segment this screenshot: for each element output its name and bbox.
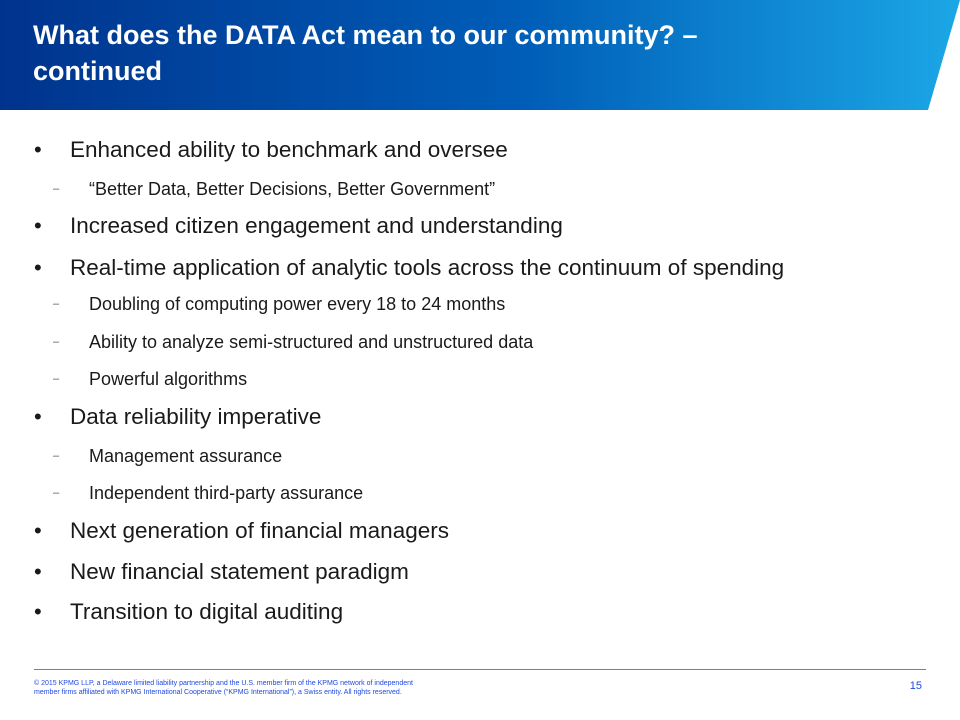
bullet-dot-icon: •	[34, 404, 42, 429]
dash-icon: –	[53, 373, 60, 385]
bullet-text: Real-time application of analytic tools across the continuum of spending	[70, 255, 785, 280]
dash-icon: –	[53, 298, 60, 310]
dash-icon: –	[53, 336, 60, 348]
sub-bullet-text: Management assurance	[89, 446, 283, 466]
dash-icon: –	[53, 450, 60, 462]
sub-bullet-text: Ability to analyze semi-structured and unstructured data	[89, 332, 534, 352]
sub-bullet-text: Doubling of computing power every 18 to 24 months	[89, 294, 506, 314]
bullet-text: Enhanced ability to benchmark and oversee	[70, 137, 508, 162]
bullet-dot-icon: •	[34, 213, 42, 238]
sub-bullet-text: “Better Data, Better Decisions, Better Government”	[89, 179, 496, 199]
slide-title-line-1: What does the DATA Act mean to our community? –	[33, 20, 698, 50]
page-number: 15	[909, 680, 922, 692]
dash-icon: –	[53, 183, 60, 195]
bullet-dot-icon: •	[34, 255, 42, 280]
bullet-dot-icon: •	[34, 518, 42, 543]
sub-bullet-text: Independent third-party assurance	[89, 483, 364, 503]
sub-bullet-text: Powerful algorithms	[89, 369, 248, 389]
bullet-dot-icon: •	[34, 137, 42, 162]
footer-copyright	[34, 679, 554, 697]
footer-divider	[34, 669, 926, 670]
footer-copyright-line-1: © 2015 KPMG LLP, a Delaware limited liability partnership and the U.S. member firm of the KPMG network of independent	[34, 680, 413, 687]
bullet-dot-icon: •	[34, 599, 42, 624]
bullet-dot-icon: •	[34, 559, 42, 584]
dash-icon: –	[53, 487, 60, 499]
bullet-text: Data reliability imperative	[70, 404, 322, 429]
slide-title-line-2: continued	[33, 56, 162, 86]
bullet-text: Transition to digital auditing	[70, 599, 344, 624]
bullet-text: Next generation of financial managers	[70, 518, 449, 543]
bullet-text: New financial statement paradigm	[70, 559, 409, 584]
footer-copyright-line-2: member firms affiliated with KPMG International Cooperative (“KPMG International”), a Swiss entity. All rights reserved.	[34, 689, 402, 696]
bullet-text: Increased citizen engagement and understanding	[70, 213, 563, 238]
